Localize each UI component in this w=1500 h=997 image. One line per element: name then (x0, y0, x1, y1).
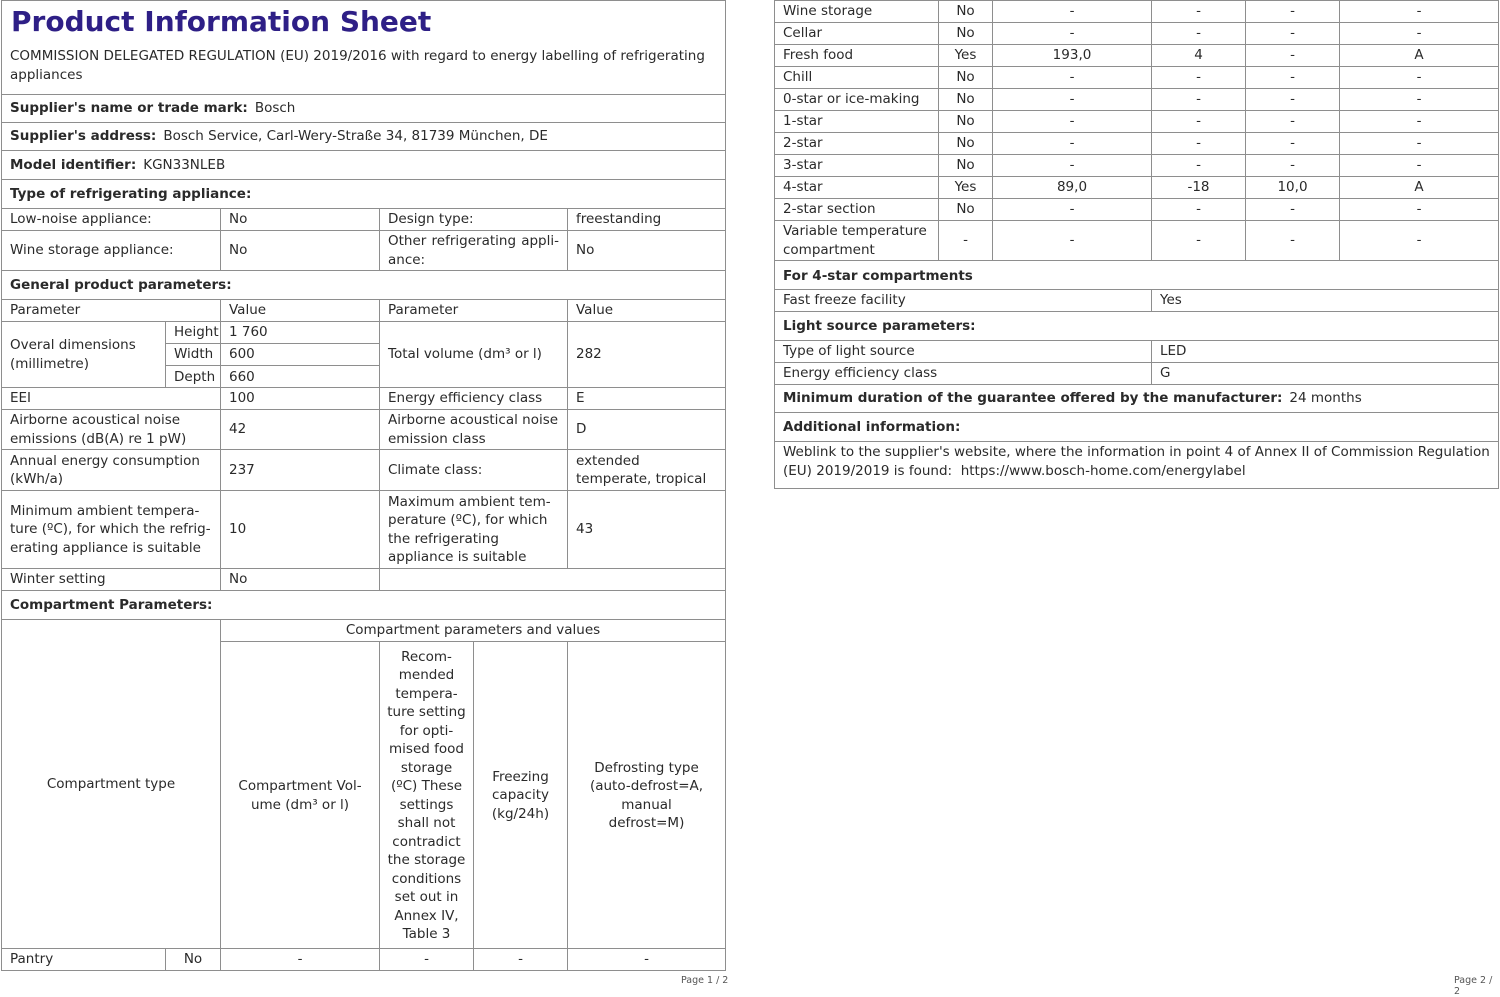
compartment-present: No (938, 155, 992, 176)
annual-energy-row (2, 450, 725, 491)
ambient-temp-row (2, 491, 725, 569)
climate-value: extended temperate, tropical (567, 450, 725, 490)
compartment-volume: - (992, 89, 1151, 110)
total-volume-value: 282 (567, 322, 725, 387)
energy-class-value: E (567, 388, 725, 409)
comp-params-values-header: Compartment parameters and values (220, 620, 725, 642)
supplier-address-row (2, 123, 725, 151)
winter-value: No (220, 569, 379, 590)
compartment-defrost: A (1339, 45, 1498, 66)
page-1 (1, 0, 726, 971)
compartment-volume: - (992, 67, 1151, 88)
compartment-defrost: - (1339, 199, 1498, 220)
width-value: 600 (220, 344, 379, 366)
compartment-defrost: - (1339, 67, 1498, 88)
annual-energy-value: 237 (220, 450, 379, 490)
compartment-present: No (938, 133, 992, 154)
light-class-value: G (1151, 363, 1498, 384)
compartment-freezing: - (1245, 199, 1339, 220)
defrost-type-header: Defrosting type (auto-defrost=A, manual defrost=M) (567, 642, 725, 949)
noise-value: 42 (220, 410, 379, 449)
guarantee-value: 24 months (1289, 390, 1362, 407)
rec-temp-header: Recommended temperature setting for optimised food storage (ºC) These settings shall not contradict the storage conditions set out in Annex IV, Table 3 (379, 642, 473, 949)
page-title: Product Information Sheet (11, 5, 432, 38)
energy-class-label: Energy efficiency class (379, 388, 567, 409)
compartment-name: 4-star (783, 179, 823, 196)
compartment-present: Yes (938, 45, 992, 66)
supplier-name-row (2, 95, 725, 123)
eei-row (2, 388, 725, 410)
max-temp-label: Maximum ambient temperature (ºC), for which the refrigerating appliance is suitable (379, 491, 567, 568)
compartment-temp: - (1151, 155, 1245, 176)
compartment-volume: 193,0 (992, 45, 1151, 66)
supplier-address: Bosch Service, Carl-Wery-Straße 34, 81739 München, DE (163, 128, 548, 145)
compartment-freezing: - (1245, 133, 1339, 154)
compartment-present: No (938, 67, 992, 88)
compartment-freezing: - (1245, 23, 1339, 44)
additional-header: Additional information: (783, 418, 961, 435)
compartment-row (775, 199, 1498, 221)
compartment-volume: - (992, 23, 1151, 44)
compartment-name: 0-star or ice-making (783, 91, 920, 108)
compartment-present: No (938, 1, 992, 22)
compartment-defrost: - (1339, 1, 1498, 22)
compartment-freezing: - (1245, 111, 1339, 132)
supplier-address-label: Supplier's address: (10, 128, 157, 145)
compartment-volume: - (992, 1, 1151, 22)
pantry-present: No (165, 949, 220, 970)
compartment-volume: - (992, 133, 1151, 154)
compartment-header: Compartment Parameters: (10, 596, 213, 613)
dimensions-label: Overal dimensions (millimetre) (10, 337, 136, 372)
height-value: 1 760 (220, 322, 379, 344)
page-2-footer: Page 2 / 2 (1454, 975, 1493, 997)
depth-value: 660 (220, 366, 379, 388)
light-type-label: Type of light source (783, 343, 915, 360)
winter-empty (379, 569, 725, 590)
additional-header-row (775, 413, 1498, 442)
compartment-volume: - (992, 199, 1151, 220)
page-1-footer: Page 1 / 2 (681, 975, 729, 986)
compartment-name: 2-star section (783, 201, 876, 218)
compartment-name: Chill (783, 69, 813, 86)
noise-label: Airborne acoustical noise emissions (dB(A) re 1 pW) (10, 412, 187, 447)
compartment-volume: - (992, 221, 1151, 260)
compartment-row (775, 67, 1498, 89)
compartment-volume: - (992, 155, 1151, 176)
eei-label: EEI (10, 390, 32, 407)
light-class-row (775, 363, 1498, 385)
compartment-row (775, 111, 1498, 133)
compartment-row (775, 45, 1498, 67)
design-type-value: freestanding (567, 209, 725, 230)
light-type-value: LED (1151, 341, 1498, 362)
col-value-1: Value (220, 300, 379, 321)
compartment-temp: - (1151, 89, 1245, 110)
comp-type-header: Compartment type (46, 775, 176, 792)
compartment-defrost: - (1339, 155, 1498, 176)
model-row (2, 151, 725, 180)
compartment-row (775, 155, 1498, 177)
guarantee-row (775, 385, 1498, 413)
four-star-header-row (775, 263, 1498, 290)
col-parameter-2: Parameter (379, 300, 567, 321)
compartment-present: No (938, 199, 992, 220)
compartment-row (775, 1, 1498, 23)
compartment-freezing: - (1245, 221, 1339, 260)
general-header-row (2, 271, 725, 300)
depth-label: Depth (165, 366, 220, 388)
low-noise-value: No (220, 209, 379, 230)
min-temp-value: 10 (220, 491, 379, 568)
wine-storage-label: Wine storage appliance: (10, 242, 174, 259)
comp-volume-header: Compartment Volume (dm³ or l) (220, 642, 379, 949)
regulation-text: COMMISSION DELEGATED REGULATION (EU) 2019/2016 with regard to energy labelling of refrigerating appliances (10, 48, 705, 83)
compartment-columns-row (2, 620, 725, 949)
pantry-name: Pantry (10, 951, 54, 968)
compartment-name: Variable temperature compartment (783, 223, 927, 258)
compartment-temp: - (1151, 133, 1245, 154)
compartment-temp: 4 (1151, 45, 1245, 66)
compartment-present: Yes (938, 177, 992, 198)
header-section (2, 1, 725, 95)
height-label: Height (165, 322, 220, 344)
compartment-temp: - (1151, 199, 1245, 220)
noise-class-value: D (567, 410, 725, 449)
type-header-row (2, 180, 725, 209)
guarantee-label: Minimum duration of the guarantee offered by the manufacturer: (783, 390, 1283, 407)
compartment-name: 2-star (783, 135, 823, 152)
pantry-defrost: - (567, 949, 725, 970)
light-type-row (775, 341, 1498, 363)
col-value-2: Value (567, 300, 725, 321)
supplier-name: Bosch (254, 100, 296, 117)
compartment-present: - (938, 221, 992, 260)
weblink-text: Weblink to the supplier's website, where the information in point 4 of Annex II of Commission Regulation (EU) 2019/2019 is found: (783, 444, 1490, 479)
compartment-name: 1-star (783, 113, 823, 130)
low-noise-row (2, 209, 725, 231)
compartment-temp: -18 (1151, 177, 1245, 198)
compartment-present: No (938, 111, 992, 132)
annual-energy-label: Annual energy consumption (kWh/a) (10, 452, 200, 487)
total-volume-label: Total volume (dm³ or l) (379, 322, 567, 387)
compartment-volume: 89,0 (992, 177, 1151, 198)
compartment-volume: - (992, 111, 1151, 132)
compartment-row (775, 177, 1498, 199)
compartment-name: Fresh food (783, 47, 854, 64)
noise-row (2, 410, 725, 450)
compartment-row (775, 133, 1498, 155)
compartment-freezing: - (1245, 67, 1339, 88)
width-label: Width (165, 344, 220, 366)
compartment-present: No (938, 89, 992, 110)
compartment-defrost: - (1339, 89, 1498, 110)
min-temp-label: Minimum ambient temperature (ºC), for which the refrigerating appliance is suitable (10, 502, 211, 556)
compartment-name: 3-star (783, 157, 823, 174)
compartment-defrost: - (1339, 133, 1498, 154)
other-appliance-label: Other refrigerating appliance: (379, 231, 567, 270)
compartment-temp: - (1151, 1, 1245, 22)
wine-storage-value: No (220, 231, 379, 270)
climate-label: Climate class: (379, 450, 567, 490)
compartment-freezing: - (1245, 89, 1339, 110)
fast-freeze-row (775, 290, 1498, 312)
compartment-temp: - (1151, 221, 1245, 260)
eei-value: 100 (220, 388, 379, 409)
pantry-freezing: - (473, 949, 567, 970)
compartment-temp: - (1151, 67, 1245, 88)
compartment-freezing: - (1245, 1, 1339, 22)
fast-freeze-value: Yes (1151, 290, 1498, 311)
max-temp-value: 43 (567, 491, 725, 568)
fast-freeze-label: Fast freeze facility (783, 292, 906, 309)
winter-row (2, 569, 725, 591)
page-2 (774, 0, 1499, 489)
weblink-url[interactable]: https://www.bosch-home.com/energylabel (960, 462, 1246, 479)
light-header-row (775, 312, 1498, 341)
supplier-name-label: Supplier's name or trade mark: (10, 100, 248, 117)
pantry-row (2, 949, 725, 970)
weblink-row (775, 442, 1498, 488)
compartment-row (775, 23, 1498, 45)
pantry-volume: - (220, 949, 379, 970)
low-noise-label: Low-noise appliance: (10, 211, 152, 228)
compartment-freezing: - (1245, 155, 1339, 176)
winter-label: Winter setting (10, 571, 106, 588)
compartment-row (775, 221, 1498, 261)
light-class-label: Energy efficiency class (783, 365, 938, 382)
light-header: Light source parameters: (783, 317, 976, 334)
freezing-capacity-header: Freezing capacity (kg/24h) (473, 642, 567, 949)
other-appliance-value: No (567, 231, 725, 270)
design-type-label: Design type: (379, 209, 567, 230)
compartment-defrost: A (1339, 177, 1498, 198)
wine-storage-row (2, 231, 725, 271)
compartment-defrost: - (1339, 221, 1498, 260)
noise-class-label: Airborne acoustical noise emission class (379, 410, 567, 449)
compartment-name: Cellar (783, 25, 823, 42)
compartment-present: No (938, 23, 992, 44)
compartment-name: Wine storage (783, 3, 873, 20)
general-header: General product parameters: (10, 276, 232, 293)
type-header: Type of refrigerating appliance: (10, 185, 252, 202)
model-identifier: KGN33NLEB (143, 156, 226, 173)
compartment-temp: - (1151, 111, 1245, 132)
compartment-header-row (2, 591, 725, 620)
model-label: Model identifier: (10, 156, 137, 173)
compartment-freezing: - (1245, 45, 1339, 66)
param-header-row (2, 300, 725, 322)
compartment-defrost: - (1339, 111, 1498, 132)
compartment-row (775, 89, 1498, 111)
col-parameter-1: Parameter (10, 302, 81, 319)
compartment-defrost: - (1339, 23, 1498, 44)
dimensions-row (2, 322, 725, 388)
compartment-freezing: 10,0 (1245, 177, 1339, 198)
pantry-temp: - (379, 949, 473, 970)
four-star-header: For 4-star compartments (783, 267, 973, 284)
compartment-temp: - (1151, 23, 1245, 44)
